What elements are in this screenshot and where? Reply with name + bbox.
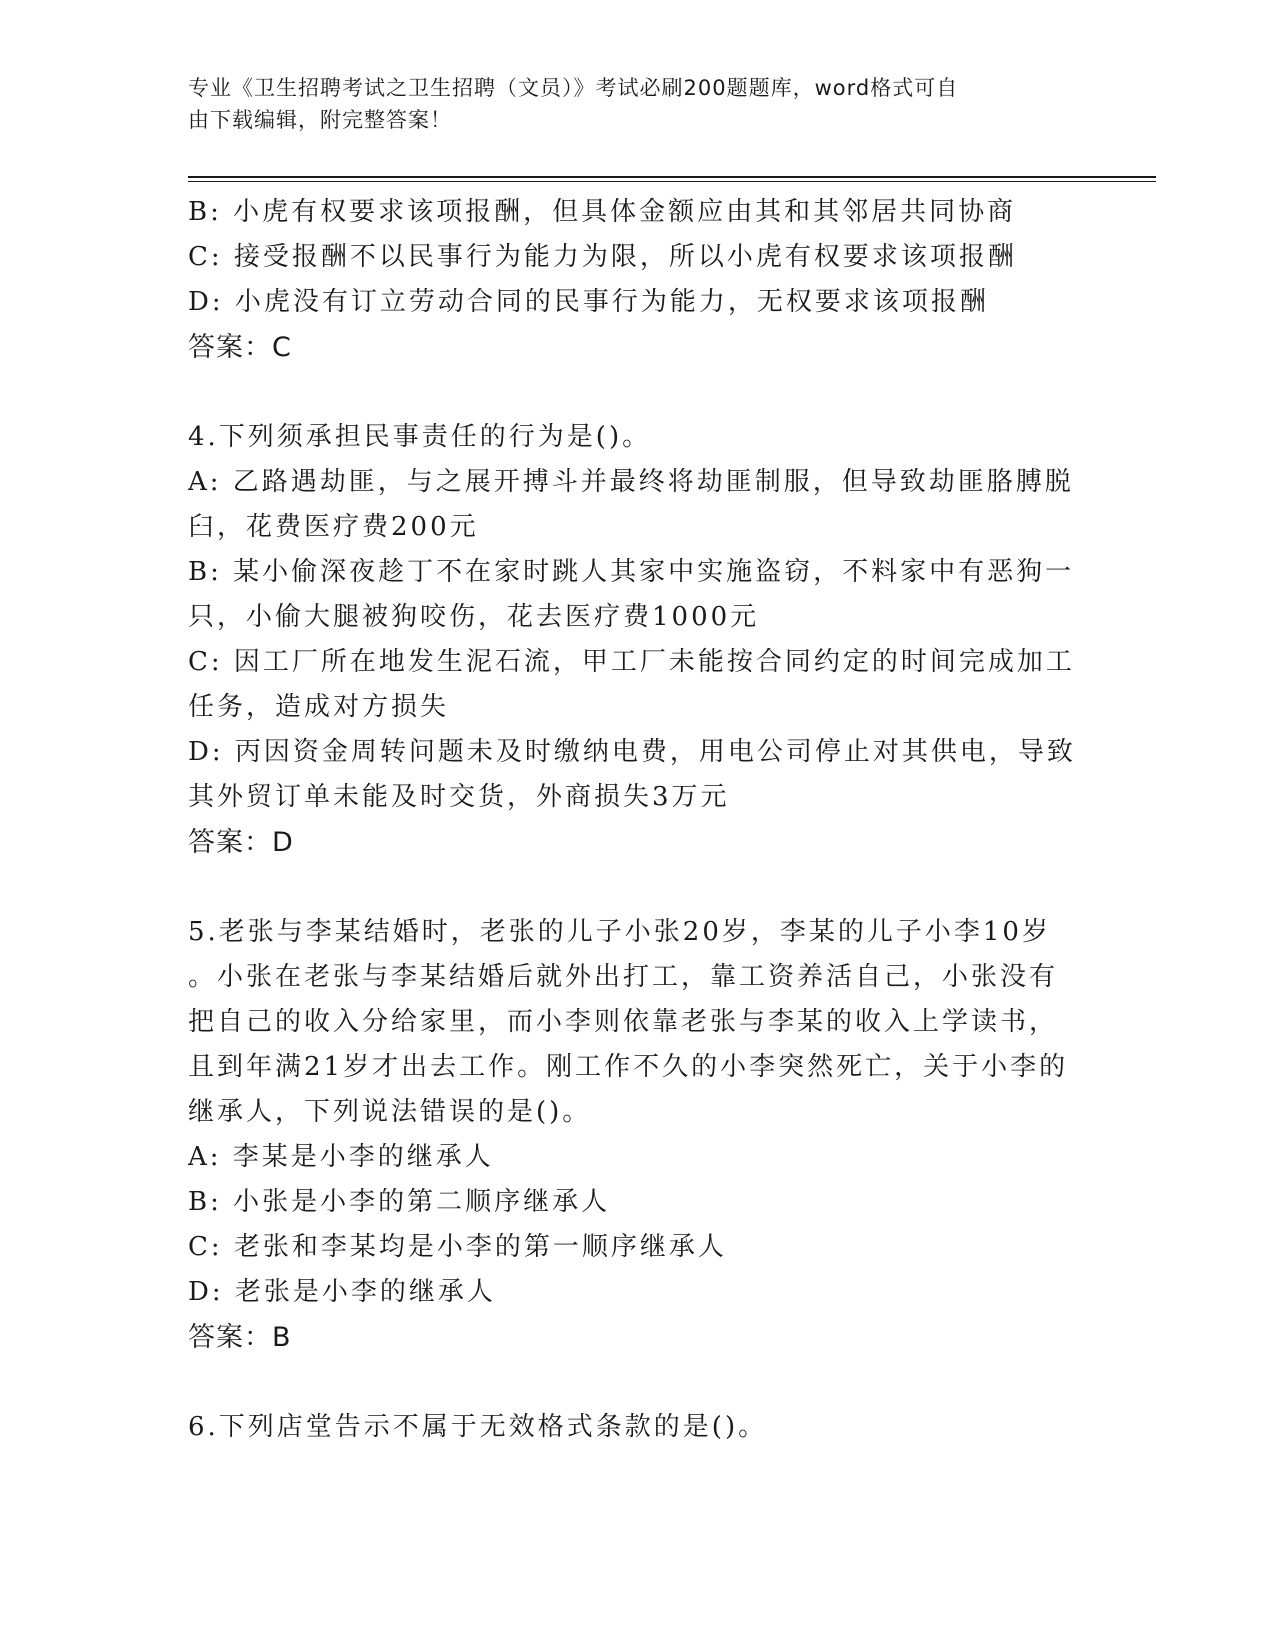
question-stem-continued: 把自己的收入分给家里，而小李则依靠老张与李某的收入上学读书， [188,1007,1059,1037]
spacer [188,370,1088,415]
question-4-block [188,415,1088,865]
option-d-continued: 其外贸订单未能及时交货，外商损失3万元 [188,782,730,812]
header-divider-thick [188,176,1156,178]
header-divider-thin [188,181,1156,182]
option-b: B: 小虎有权要求该项报酬，但具体金额应由其和其邻居共同协商 [188,197,1017,227]
question-6-block [188,1405,1088,1450]
answer: 答案：B [188,1322,292,1353]
question-stem: 4.下列须承担民事责任的行为是()。 [188,422,652,452]
option-c-continued: 任务，造成对方损失 [188,692,450,722]
question-stem: 6.下列店堂告示不属于无效格式条款的是()。 [188,1412,768,1442]
spacer [188,1360,1088,1405]
option-d: D: 小虎没有订立劳动合同的民事行为能力，无权要求该项报酬 [188,287,989,317]
document-body [188,190,1088,1450]
header-title-line-1: 专业《卫生招聘考试之卫生招聘（文员）》考试必刷200题题库，word格式可自 [188,76,959,100]
option-a: A: 李某是小李的继承人 [188,1142,494,1172]
option-c: C: 老张和李某均是小李的第一顺序继承人 [188,1232,727,1262]
spacer [188,865,1088,910]
answer: 答案：C [188,332,292,363]
question-stem-continued: 继承人，下列说法错误的是()。 [188,1097,592,1127]
option-d: D: 丙因资金周转问题未及时缴纳电费，用电公司停止对其供电，导致 [188,737,1076,767]
answer: 答案：D [188,827,294,858]
question-3-block [188,190,1088,370]
option-b-continued: 只，小偷大腿被狗咬伤，花去医疗费1000元 [188,602,760,632]
option-c: C: 因工厂所在地发生泥石流，甲工厂未能按合同约定的时间完成加工 [188,647,1075,677]
question-stem: 5.老张与李某结婚时，老张的儿子小张20岁，李某的儿子小李10岁 [188,917,1051,947]
question-stem-continued: 。小张在老张与李某结婚后就外出打工，靠工资养活自己，小张没有 [188,962,1059,992]
option-a-continued: 臼，花费医疗费200元 [188,512,479,542]
question-stem-continued: 且到年满21岁才出去工作。刚工作不久的小李突然死亡，关于小李的 [188,1052,1069,1082]
option-a: A: 乙路遇劫匪，与之展开搏斗并最终将劫匪制服，但导致劫匪胳膊脱 [188,467,1074,497]
option-d: D: 老张是小李的继承人 [188,1277,496,1307]
option-c: C: 接受报酬不以民事行为能力为限，所以小虎有权要求该项报酬 [188,242,1017,272]
header-title-line-2: 由下载编辑，附完整答案！ [188,108,452,132]
question-5-block [188,910,1088,1360]
document-header [188,72,1068,136]
option-b: B: 某小偷深夜趁丁不在家时跳人其家中实施盗窃，不料家中有恶狗一 [188,557,1075,587]
option-b: B: 小张是小李的第二顺序继承人 [188,1187,611,1217]
